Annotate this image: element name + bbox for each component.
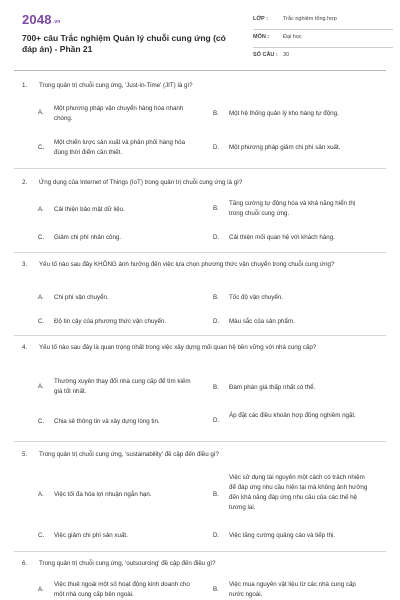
option-letter: A. (38, 206, 44, 213)
question-number: 2. (22, 179, 28, 186)
option-text: Màu sắc của sản phẩm. (229, 318, 295, 325)
option-text: Cải thiện mối quan hệ với khách hàng. (229, 234, 335, 241)
option-text: Giảm chi phí nhân công. (54, 234, 122, 241)
option-text: Một phương pháp giảm chi phí sản xuất. (229, 144, 341, 151)
meta-key: MÔN : (253, 34, 270, 40)
option-letter: B. (213, 110, 219, 117)
question-text: Yếu tố nào sau đây KHÔNG ảnh hưởng đến việc lựa chọn phương thức vận chuyển trong chuỗi cung ứng? (39, 261, 335, 268)
option-letter: D. (213, 532, 220, 539)
question-text: Ứng dụng của Internet of Things (IoT) trong quản trị chuỗi cung ứng là gì? (39, 179, 243, 186)
question-separator (14, 441, 386, 442)
question-text: Trong quản trị chuỗi cung ứng, 'sustainability' đề cập đến điều gì? (39, 451, 219, 458)
logo-text: 2048 (22, 12, 52, 27)
option-text: Chia sẻ thông tin và xây dựng lòng tin. (54, 418, 160, 425)
option-letter: D. (213, 144, 220, 151)
option-text: Việc giảm chi phí sản xuất. (54, 532, 128, 539)
option-letter: D. (213, 234, 220, 241)
meta-value: Trắc nghiệm tổng hợp (283, 16, 337, 22)
question-number: 1. (22, 82, 28, 89)
document-header (22, 12, 380, 68)
question-number: 4. (22, 344, 28, 351)
option-letter: C. (38, 532, 45, 539)
option-text: Một chiến lược sản xuất và phân phối hàng hóa đúng thời điểm cần thiết. (54, 139, 186, 156)
question-number: 6. (22, 560, 28, 567)
site-logo[interactable] (22, 12, 61, 27)
question-text: Yếu tố nào sau đây là quan trọng nhất trong việc xây dựng mối quan hệ bền vững với nhà cung cấp? (39, 344, 317, 351)
option-letter: A. (38, 586, 44, 593)
option-letter: B. (213, 491, 219, 498)
option-text: Thường xuyên thay đổi nhà cung cấp để tìm kiếm giá tốt nhất. (54, 378, 191, 395)
option-text: Một hệ thống quản lý kho hàng tự động. (229, 110, 339, 117)
logo-domain: .vn (52, 19, 61, 25)
option-text: Áp đặt các điều khoản hợp đồng nghiêm ngặt. (229, 412, 356, 419)
header-divider (14, 70, 386, 71)
option-text: Việc sử dụng tài nguyên một cách có trách nhiệm để đáp ứng nhu cầu hiện tại mà không ảnh hưởng đến khả năng đáp ứng nhu cầu của các thế hệ tương lai. (229, 474, 368, 511)
option-letter: C. (38, 318, 45, 325)
option-text: Việc thuê ngoài một số hoạt động kinh doanh cho một nhà cung cấp bên ngoài. (54, 581, 190, 598)
option-text: Cải thiện bảo mật dữ liệu. (54, 206, 125, 213)
option-letter: A. (38, 491, 44, 498)
option-text: Việc mua nguyên vật liệu từ các nhà cung cấp nước ngoài. (229, 581, 356, 598)
question-number: 5. (22, 451, 28, 458)
question-separator (14, 335, 386, 336)
option-letter: A. (38, 109, 44, 116)
option-text: Tăng cường tự động hóa và khả năng hiển thị trong chuỗi cung ứng. (229, 200, 356, 217)
option-letter: B. (213, 205, 219, 212)
question-separator (14, 168, 386, 169)
option-letter: D. (213, 417, 220, 424)
meta-value: Đại học (283, 34, 302, 40)
option-letter: B. (213, 384, 219, 391)
option-letter: C. (38, 234, 45, 241)
option-text: Độ tin cậy của phương thức vận chuyển. (54, 318, 167, 325)
question-text: Trong quản trị chuỗi cung ứng, 'Just-in-Time' (JIT) là gì? (39, 82, 193, 89)
option-text: Một phương pháp vận chuyển hàng hóa nhanh chóng. (54, 105, 184, 122)
option-letter: B. (213, 294, 219, 301)
question-number: 3. (22, 261, 28, 268)
option-letter: C. (38, 418, 45, 425)
meta-row-class (253, 12, 393, 30)
question-text: Trong quản trị chuỗi cung ứng, 'outsourcing' đề cập đến điều gì? (39, 560, 216, 567)
option-letter: B. (213, 586, 219, 593)
option-letter: A. (38, 383, 44, 390)
meta-row-count (253, 48, 393, 65)
option-letter: C. (38, 144, 45, 151)
option-text: Tốc độ vận chuyển. (229, 294, 284, 301)
option-text: Chi phí vận chuyển. (54, 294, 109, 301)
meta-table (253, 12, 393, 65)
question-separator (14, 551, 386, 552)
question-separator (14, 252, 386, 253)
meta-key: SỐ CÂU : (253, 52, 278, 58)
meta-key: LỚP : (253, 16, 268, 22)
option-letter: A. (38, 294, 44, 301)
option-letter: D. (213, 318, 220, 325)
option-text: Việc tối đa hóa lợi nhuận ngắn hạn. (54, 491, 152, 498)
document-title: 700+ câu Trắc nghiệm Quản lý chuỗi cung ứng (có đáp án) - Phần 21 (22, 33, 226, 54)
option-text: Việc tăng cường quảng cáo và tiếp thị. (229, 532, 336, 539)
meta-row-subject (253, 30, 393, 48)
option-text: Đàm phán giá thấp nhất có thể. (229, 384, 316, 391)
meta-value: 30 (283, 52, 290, 58)
